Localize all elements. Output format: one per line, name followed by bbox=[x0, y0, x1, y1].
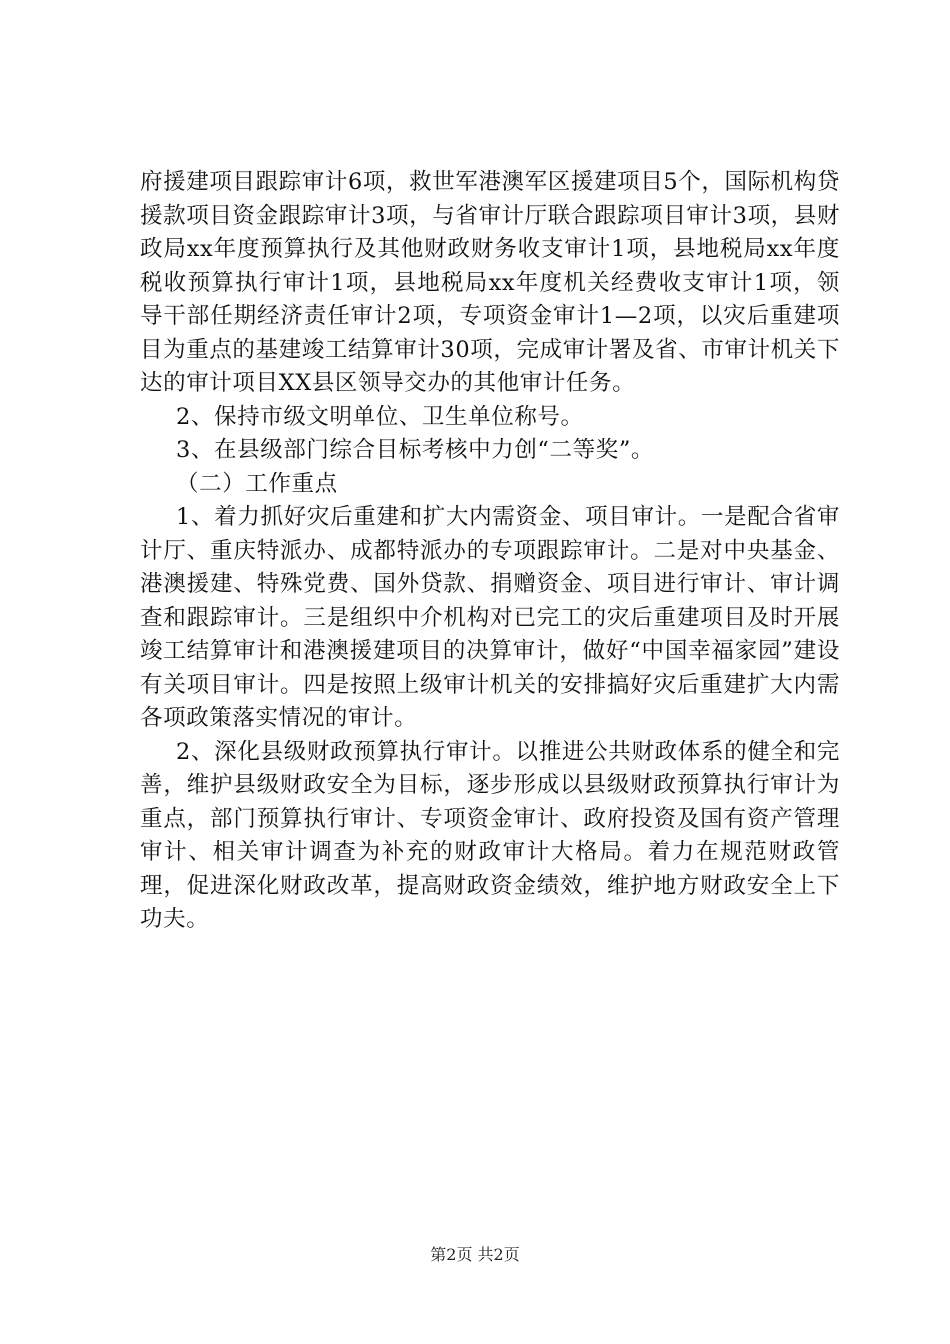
paragraph-goal-3: 3、在县级部门综合目标考核中力创“二等奖”。 bbox=[176, 437, 655, 463]
section-heading-work-focus: （二）工作重点 bbox=[176, 470, 338, 497]
paragraph-focus-2: 2、深化县级财政预算执行审计。以推进公共财政体系的健全和完善，维护县级财政安全为目标，逐步形成以县级财政预算执行审计为重点，部门预算执行审计、专项资金审计、政府投资及国有资产管理审计、相关审计调查为补充的财政审计大格局。着力在规范财政管理，促进深化财政改革，提高财政资金绩效，维护地方财政安全上下功夫。 bbox=[140, 738, 840, 932]
page-footer: 第2页 共2页 bbox=[430, 1245, 520, 1264]
paragraph-focus-1: 1、着力抓好灾后重建和扩大内需资金、项目审计。一是配合省审计厅、重庆特派办、成都特派办的专项跟踪审计。二是对中央基金、港澳援建、特殊党费、国外贷款、捐赠资金、项目进行审计、审计调查和跟踪审计。三是组织中介机构对已完工的灾后重建项目及时开展竣工结算审计和港澳援建项目的决算审计，做好“中国幸福家园”建设有关项目审计。四是按照上级审计机关的安排搞好灾后重建扩大内需各项政策落实情况的审计。 bbox=[140, 504, 840, 731]
paragraph-continuation: 府援建项目跟踪审计6项，救世军港澳军区援建项目5个，国际机构贷援款项目资金跟踪审计3项，与省审计厅联合跟踪项目审计3项，县财政局xx年度预算执行及其他财政财务收支审计1项，县地税局xx年度税收预算执行审计1项，县地税局xx年度机关经费收支审计1项，领导干部任期经济责任审计2项，专项资金审计1—2项，以灾后重建项目为重点的基建竣工结算审计30项，完成审计署及省、市审计机关下达的审计项目XX县区领导交办的其他审计任务。 bbox=[140, 169, 840, 396]
document-body bbox=[140, 166, 840, 937]
paragraph-goal-2: 2、保持市级文明单位、卫生单位称号。 bbox=[176, 403, 584, 430]
